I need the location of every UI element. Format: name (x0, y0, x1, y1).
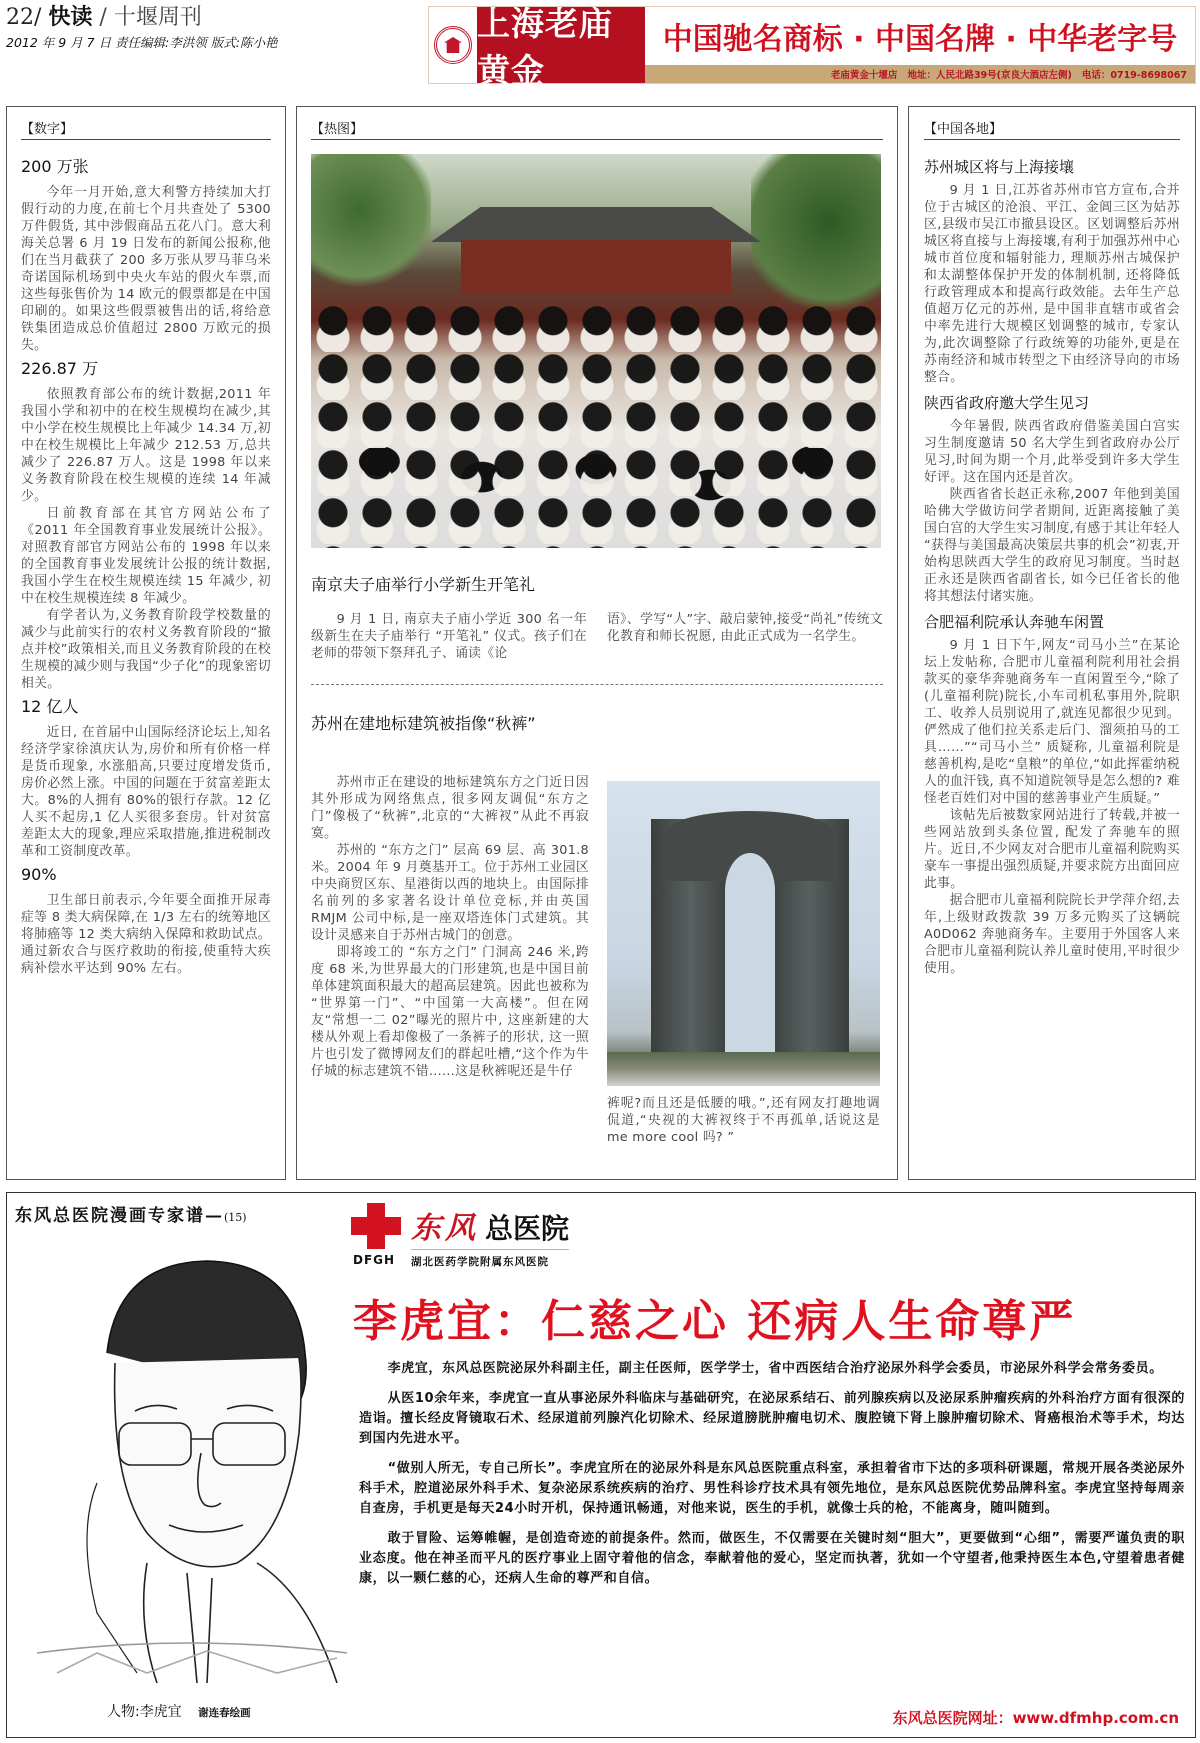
article-headline: 苏州在建地标建筑被指像“秋裤” (311, 714, 536, 733)
masthead (6, 4, 426, 51)
article-paragraph: 近日, 在首届中山国际经济论坛上,知名经济学家徐滇庆认为,房价和所有价格一样是货币现象, 水涨船高,只要过度增发货币,房价必然上涨。中国的问题在于贫富差距太大。8%的人拥有 80%的银行存款。12 亿人买不起房,1 亿人买很多套房。针对贫富差距太大的现象,理应采取措施,推进税制改革和工资制度改革。 (21, 725, 271, 859)
issue-meta: 2012 年 9 月 7 日 责任编辑:李洪领 版式:陈小艳 (6, 35, 278, 50)
article-paragraph: 日前教育部在其官方网站公布了《2011 年全国教育事业发展统计公报》。对照教育部官方网站公布的 1998 年以来的全国教育事业发展统计公报的统计数据,我国小学生在校生规模连续 15 年减少, 初中在校生规模连续 8 年减少。 (21, 506, 271, 606)
photo-temple-body (461, 240, 731, 294)
photo-temple-roof (431, 192, 761, 242)
ad-store: 老庙黄金十堰店 (830, 70, 898, 81)
caption-person: 人物:李虎宜 (107, 1704, 182, 1720)
article-headline: 合肥福利院承认奔驰车闲置 (924, 613, 1105, 631)
section-tag-hot-photo: 【热图】 (311, 107, 883, 140)
regions-column (908, 106, 1196, 1180)
photo-trees-right (751, 154, 881, 324)
article-paragraph: 依照教育部公布的统计数据,2011 年我国小学和初中的在校生规模均在减少,其中小学在校生规模比上年减少 14.34 万,初中在校生规模比上年减少 212.53 万,总共减少了 226.87 万人。这是 1998 年以来义务教育阶段在校生规模的连续 14 年减少。 (21, 387, 271, 504)
series-number: (15) (224, 1211, 247, 1224)
ad-slogan: 中国驰名商标 · 中国名牌 · 中华老字号 (662, 22, 1178, 57)
red-cross-icon (351, 1203, 401, 1249)
caricature-portrait (37, 1233, 347, 1683)
photo-tower-arch (725, 853, 775, 1063)
page-number: 22/ (6, 5, 42, 30)
suzhou-article (311, 711, 883, 1145)
article-paragraph: 即将竣工的 “东方之门” 门洞高 246 米,跨度 68 米,为世界最大的门形建筑,也是中国目前单体建筑面积最大的超高层建筑。因此也被称为 “世界第一门”、“中国第一大高楼”。但在网友“常想一二 02”曝光的照片中, 这座新建的大楼从外观上看却像极了一条裤子的形状, 这一照片也引发了微博网友们的群起吐槽,“这个作为牛仔城的标志建筑不错……这是秋裤呢还是牛仔 (311, 945, 589, 1079)
hospital-website-link[interactable]: 东风总医院网址：www.dfmhp.com.cn (892, 1709, 1179, 1727)
title-separator: / (99, 5, 107, 30)
article-body-two-column (311, 611, 883, 662)
article-paragraph: 9 月 1 日, 南京夫子庙小学近 300 名一年级新生在夫子庙举行 “开笔礼” 仪式。孩子们在老师的带领下祭拜孔子、诵读《论 (311, 612, 587, 661)
advertorial-paragraph: 李虎宜，东风总医院泌尿外科副主任，副主任医师，医学学士，省中西医结合治疗泌尿外科学会委员，市泌尿外科学会常务委员。 (387, 1361, 1163, 1376)
number-headline: 90% (21, 865, 57, 884)
series-title (15, 1201, 247, 1226)
photo-students-crowd (311, 304, 881, 548)
hospital-subtitle: 湖北医药学院附属东风医院 (411, 1256, 549, 1268)
number-headline: 200 万张 (21, 157, 89, 176)
article-headline: 苏州城区将与上海接壤 (924, 158, 1075, 176)
hospital-name-brush: 东风 (411, 1211, 479, 1246)
article-paragraph: 语》、学写“人”字、敲启蒙钟,接受“尚礼”传统文化教育和师长祝愿, 由此正式成为一名学生。 (607, 612, 883, 644)
temple-logo-icon (429, 7, 477, 83)
hospital-abbreviation: DFGH (353, 1253, 396, 1267)
hospital-advertorial (6, 1192, 1196, 1738)
ad-brand: 上海老庙黄金 (477, 7, 645, 83)
numbers-column (6, 106, 286, 1180)
article-paragraph: 今年暑假, 陕西省政府借鉴美国白宫实习生制度邀请 50 名大学生到省政府办公厅见习,时间为期一个月,此举受到许多大学生好评。这在国内还是首次。 (924, 419, 1180, 485)
photo-ground (607, 1052, 880, 1086)
section-tag-regions: 【中国各地】 (924, 107, 1180, 140)
caricature-caption (107, 1701, 251, 1721)
advertorial-headline: 李虎宜：仁慈之心 还病人生命尊严 (353, 1296, 1077, 1347)
ad-address-bar (645, 65, 1195, 83)
number-headline: 226.87 万 (21, 359, 99, 378)
number-headline: 12 亿人 (21, 697, 79, 716)
article-paragraph: 今年一月开始,意大利警方持续加大打假行动的力度,在前七个月共查处了 5300 万件假货, 其中涉假商品五花八门。意大利海关总署 6 月 19 日发布的新闻公报称,他们在当月截获了 200 多万张从罗马菲乌米奇诺国际机场到中央火车站的假火车票,而这些每张售价为 14 欧元的假票都是在中国印刷的。如果这些假票被售出的话,将给意铁集团造成总价值超过 2800 万欧元的损失。 (21, 185, 271, 353)
ceremony-photo (311, 154, 881, 548)
article-paragraph: 据合肥市儿童福利院院长尹学萍介绍,去年,上级财政拨款 39 万多元购买了这辆皖 A0D062 奔驰商务车。主要用于外国客人来合肥市儿童福利院认养儿童时使用,平时很少使用。 (924, 893, 1180, 976)
article-paragraph: 9 月 1 日下午,网友“司马小兰”在某论坛上发帖称, 合肥市儿童福利院利用社会捐款买的豪华奔驰商务车一直闲置至今,“除了(儿童福利院)院长,小车司机私事用外,院职工、收养人员别说用了,就连见都很少见到。俨然成了他们拉关系走后门、溜须拍马的工具……”“司马小兰” 质疑称, 儿童福利院是慈善机构,是吃“皇粮”的单位,“如此挥霍纳税人的血汗钱, 真不知道院领导是怎么想的? 难怪老百姓们对中国的慈善事业产生质疑。” (924, 638, 1180, 806)
ad-phone: 电话：0719-8698067 (1081, 70, 1187, 81)
advertorial-paragraph: 从医10余年来，李虎宜一直从事泌尿外科临床与基础研究，在泌尿系结石、前列腺疾病以及泌尿系肿瘤疾病的外科治疗方面有很深的造诣。擅长经皮肾镜取石术、经尿道前列腺汽化切除术、经尿道膀胱肿瘤电切术、腹腔镜下肾上腺肿瘤切除术、肾癌根治术等手术，均达到国内先进水平。 (359, 1391, 1185, 1446)
ad-address: 地址：人民北路39号(京良大酒店左侧) (907, 70, 1072, 81)
advertorial-paragraph: “做别人所无，专自己所长”。李虎宜所在的泌尿外科是东风总医院重点科室，承担着省市下达的多项科研课题，常规开展各类泌尿外科手术，腔道泌尿外科手术、复杂泌尿系统疾病的治疗、男性科诊疗技术具有领先地位，是东风总医院优势品牌科室。李虎宜坚持每周亲自查房，手机更是每天24小时开机，保持通讯畅通，对他来说，医生的手机，就像士兵的枪，不能离身，随叫随到。 (359, 1461, 1185, 1516)
series-title-text: 东风总医院漫画专家谱— (15, 1206, 224, 1226)
article-paragraph: 裤呢?而且还是低腰的哦。”,还有网友打趣地调侃道,“央视的大裤衩终于不再孤单,话说这是 me more cool 吗? ” (607, 1096, 880, 1145)
article-paragraph: 苏州的 “东方之门” 层高 69 层、高 301.8 米。2004 年 9 月奠基开工。位于苏州工业园区中央商贸区东、星港街以西的地块上。由国际排名前列的多家著名设计单位竞标,并由英国 RMJM 公司中标,是一座双塔连体门式建筑。其设计灵感来自于苏州古城门的创意。 (311, 843, 589, 943)
article-paragraph: 有学者认为,义务教育阶段学校数量的减少与此前实行的农村义务教育阶段的“撤点并校”政策相关,而且义务教育阶段的在校生规模的减少则与我国“少子化”的现象密切相关。 (21, 608, 271, 691)
advertorial-body (359, 1359, 1185, 1599)
article-headline: 陕西省政府邀大学生见习 (924, 394, 1090, 412)
dashed-divider (311, 684, 883, 685)
hospital-name-plain: 总医院 (485, 1212, 570, 1245)
caption-artist: 谢连春绘画 (198, 1707, 251, 1719)
section-name: 快读 (48, 4, 93, 30)
gate-of-orient-photo (607, 781, 880, 1086)
article-paragraph: 该帖先后被数家网站进行了转载,并被一些网站放到头条位置, 配发了奔驰车的照片。近日,不少网友对合肥市儿童福利院购买豪车一事提出强烈质疑,并要求院方出面回应此事。 (924, 808, 1180, 891)
article-headline: 南京夫子庙举行小学新生开笔礼 (311, 575, 536, 594)
publication-name: 十堰周刊 (113, 5, 202, 30)
article-paragraph: 9 月 1 日,江苏省苏州市官方宣布,合并位于古城区的沧浪、平江、金阊三区为姑苏区,县级市吴江市撤县设区。区划调整后苏州城区将直接与上海接壤,有利于加强苏州中心城市首位度和辐射能力, 理顺苏州古城保护和太湖整体保护开发的体制机制, 还将降低行政管理成本和提高行政效能。去年生产总值超万亿元的苏州, 是中国非直辖市或省会中率先进行大规模区划调整的城市, 专家认为,此次调整除了行政统筹的功能外,更是在苏南经济和城市转型之下由经济导向的市场整合。 (924, 183, 1180, 385)
gold-store-ad-banner[interactable] (428, 4, 1196, 90)
photo-trees-left (311, 154, 431, 294)
masthead-title (6, 4, 426, 31)
article-paragraph: 陕西省省长赵正永称,2007 年他到美国哈佛大学做访问学者期间, 近距离接触了美国白宫的大学生实习制度,有感于其让年轻人 “获得与美国最高决策层共事的机会”初衷,开始构思陕西大学生的政府见习制度。当时赵正永还是陕西省副省长, 如今已任省长的他将其想法付诸实施。 (924, 487, 1180, 604)
article-paragraph: 苏州市正在建设的地标建筑东方之门近日因其外形成为网络焦点, 很多网友调侃“东方之门”像极了“秋裤”,北京的“大裤衩”从此不再寂寞。 (311, 775, 589, 841)
article-paragraph: 卫生部日前表示,今年要全面推开尿毒症等 8 类大病保障,在 1/3 左右的统筹地区将肺癌等 12 类大病纳入保障和救助试点。通过新农合与医疗救助的衔接,使重特大疾病补偿水平达到 90% 左右。 (21, 893, 271, 976)
advertorial-paragraph: 敢于冒险、运筹帷幄，是创造奇迹的前提条件。然而，做医生，不仅需要在关键时刻“胆大”，更要做到“心细”，需要严谨负责的职业态度。他在神圣而平凡的医疗事业上固守着他的信念，奉献着他的爱心，坚定而执著，犹如一个守望者,他秉持医生本色,守望着患者健康，以一颗仁慈的心，还病人生命的尊严和自信。 (359, 1531, 1185, 1586)
section-tag-numbers: 【数字】 (21, 107, 271, 140)
hot-photo-column (296, 106, 898, 1180)
